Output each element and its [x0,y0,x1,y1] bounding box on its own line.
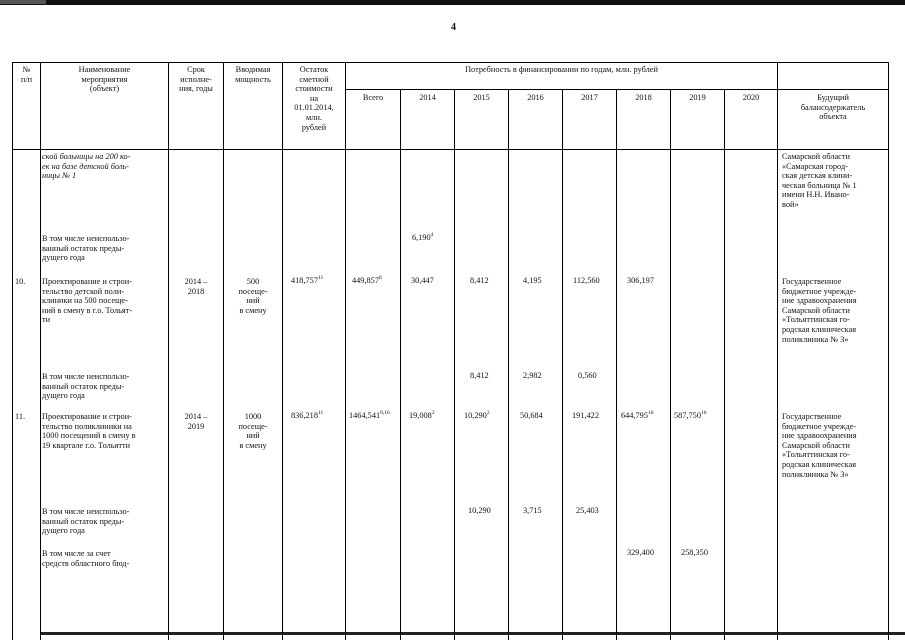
row-10-unused-2017: 0,560 [578,371,597,380]
header-year-2015: 2015 [473,93,490,102]
row-10-unused-2016: 2,982 [523,371,542,380]
row-11-unused-remainder-label: В том числе неиспользо- ванный остаток преды- дущего года [42,507,130,536]
row-10-number: 10. [15,277,26,286]
row-11-2015: 10,290$^2$ [464,410,490,420]
row-10-total: 449,857$^8$ [352,275,382,285]
header-year-2018: 2018 [635,93,652,102]
unused-remainder-2014: 6,190$^4$ [412,232,434,242]
row-11-2017: 191,422 [572,411,599,420]
row-10-holder: Государственное бюджетное учрежде- ние здравоохранения Самарской области «Тольяттинская го- родская клиническая поликлиника № 3» [782,277,857,344]
row-11-regional-budget-2019: 258,350 [681,548,708,557]
row-11-remainder: 836,218$^{11}$ [291,410,324,420]
row-10-event-name: Проектирование и строи- тельство детской поли- клиники на 500 посеще- ний в смену в г.о. Тольят- ти [42,277,133,325]
row-11-2016: 50,684 [520,411,543,420]
row-11-2018: 644,795$^{16}$ [621,410,654,420]
header-number: № п/п [20,65,33,84]
row-11-2019: 587,750$^{16}$ [674,410,707,420]
row-10-2018: 306,197 [627,276,654,285]
row-11-2014: 19,008$^2$ [409,410,435,420]
row-11-number: 11. [15,412,26,421]
row-10-2014: 30,447 [411,276,434,285]
row-10-2016: 4,195 [523,276,542,285]
scan-top-border [0,0,905,5]
header-future-holder: Будущий балансодержатель объекта [800,93,866,122]
header-year-2017: 2017 [581,93,598,102]
row-11-regional-budget-2018: 329,400 [627,548,654,557]
row-10-2017: 112,560 [573,276,600,285]
row-11-capacity: 1000 посеще- ний в смену [238,412,268,450]
scan-corner-mark [0,0,46,4]
continued-event-name: ской больницы на 200 ко- ек на базе детской боль- ницы № 1 [42,152,131,181]
row-11-holder: Государственное бюджетное учрежде- ние здравоохранения Самарской области «Тольяттинская го- родская клиническая поликлиника № 3» [782,412,857,479]
row-11-term: 2014 – 2019 [184,412,208,431]
header-year-2014: 2014 [419,93,436,102]
continued-holder: Самарской области «Самарская город- ская детская клини- ческая больница № 1 имени Н.Н. Ивано- вой» [782,152,857,209]
header-remainder: Остаток сметной стоимости на 01.01.2014, млн. рублей [294,65,334,132]
header-event-name: Наименование мероприятия (объект) [78,65,131,94]
header-term: Срок исполне- ния, годы [179,65,213,94]
header-year-2020: 2020 [742,93,760,102]
row-11-regional-budget-label: В том числе за счет средств областного бюд- [42,549,130,568]
row-10-unused-remainder-label: В том числе неиспользо- ванный остаток преды- дущего года [42,372,130,401]
row-10-2015: 8,412 [470,276,489,285]
row-10-term: 2014 – 2018 [184,277,208,296]
row-11-total: 1464,541$^{8,16}$ [349,410,390,420]
row-11-unused-2017: 25,403 [576,506,599,515]
row-11-event-name: Проектирование и строи- тельство поликлиники на 1000 посещений в смену в 19 квартале г.о. Тольятти [42,412,136,450]
row-10-capacity: 500 посеще- ний в смену [238,277,268,315]
header-financing-need: Потребность в финансировании по годам, млн. рублей [465,65,658,74]
header-year-2019: 2019 [689,93,706,102]
scan-bottom-border [40,632,905,635]
header-capacity: Вводимая мощность [235,65,271,84]
header-year-2016: 2016 [527,93,544,102]
row-11-unused-2015: 10,290 [468,506,491,515]
unused-remainder-label: В том числе неиспользо- ванный остаток преды- дущего года [42,234,130,263]
row-10-unused-2015: 8,412 [470,371,489,380]
row-11-unused-2016: 3,715 [523,506,542,515]
header-total: Всего [362,93,384,102]
page-number: 4 [451,22,456,33]
row-10-remainder: 418,757$^{11}$ [291,275,324,285]
